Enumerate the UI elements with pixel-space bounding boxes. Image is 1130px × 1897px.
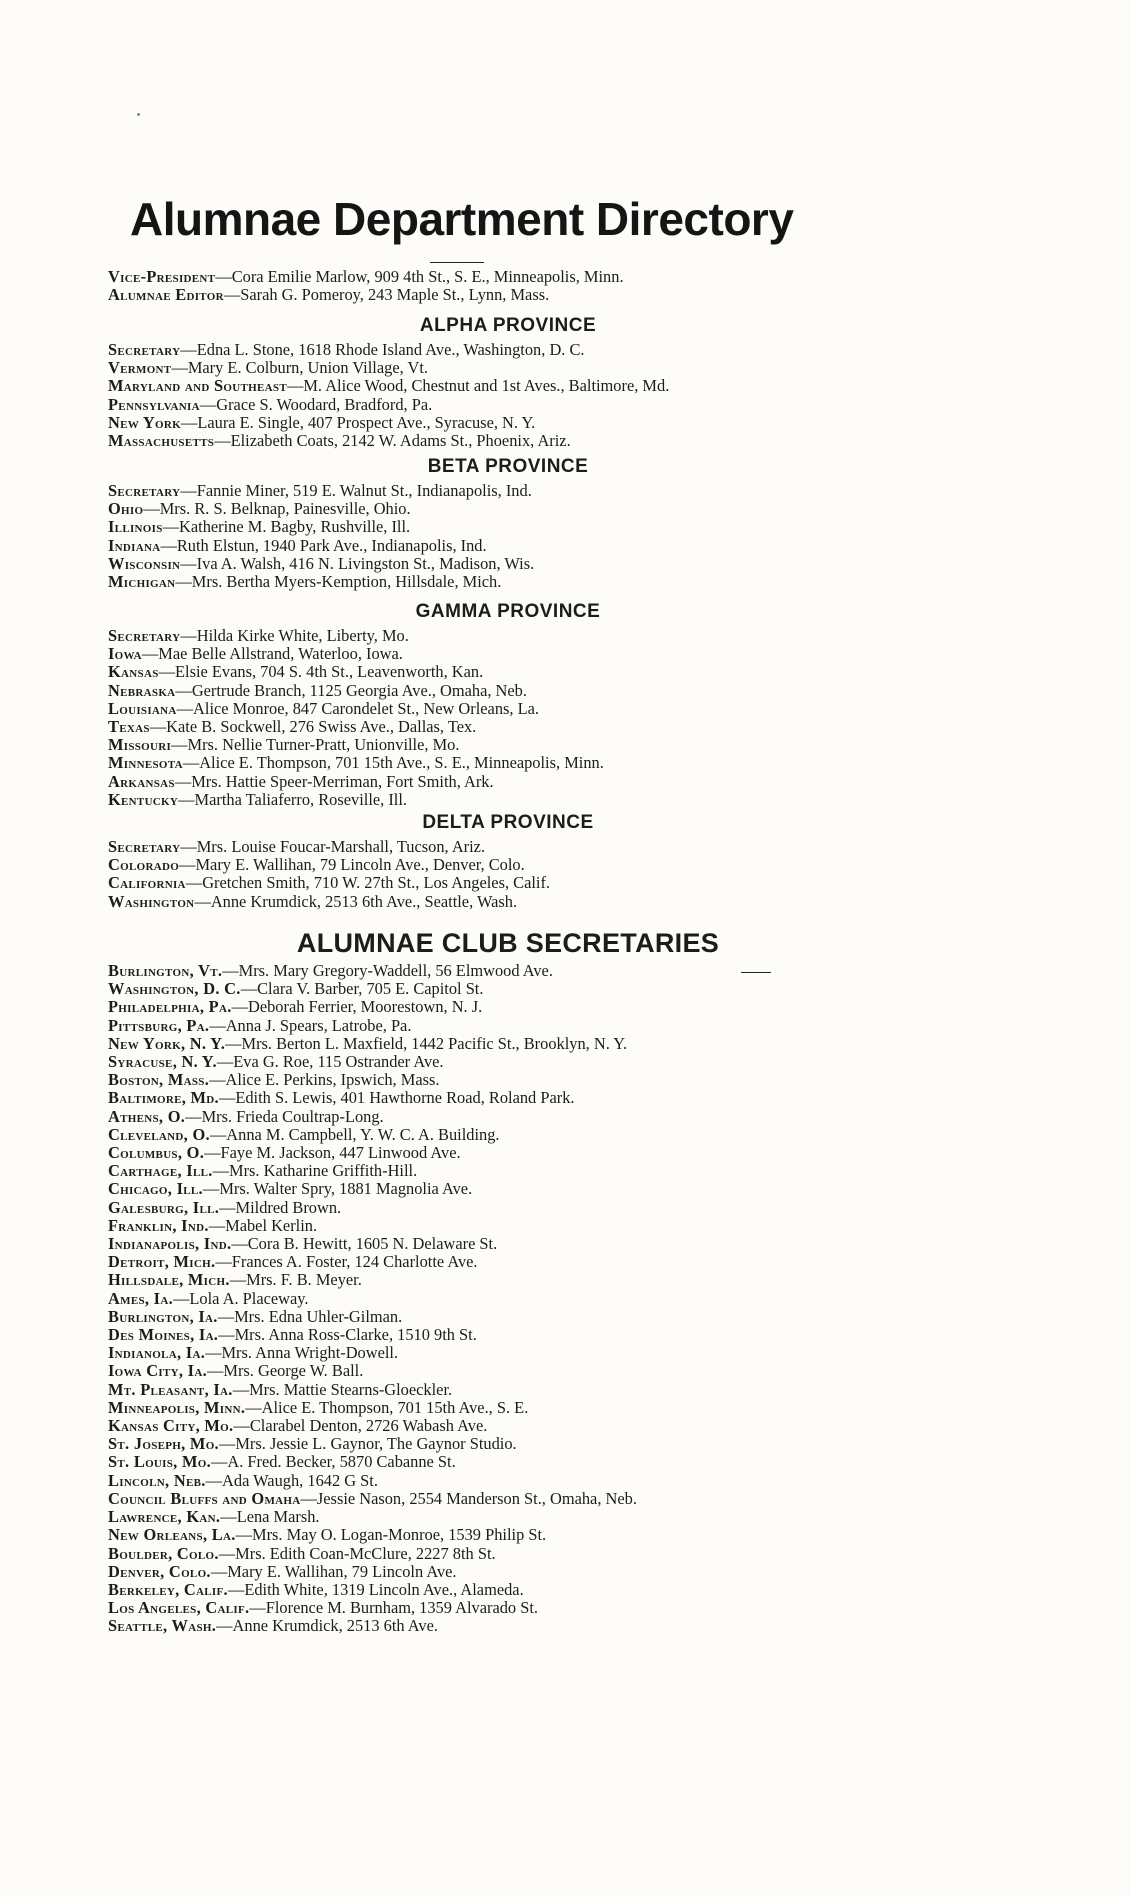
directory-entry [108, 1108, 988, 1126]
entry-label: Burlington, Ia. [108, 1306, 218, 1326]
entry-text: —Mrs. R. S. Belknap, Painesville, Ohio. [143, 499, 411, 519]
entry-text: —Mabel Kerlin. [208, 1215, 318, 1235]
entry-text: —Alice E. Perkins, Ipswich, Mass. [209, 1070, 440, 1090]
beta-province-list [108, 482, 988, 591]
directory-entry [108, 1508, 988, 1526]
entry-label: Mt. Pleasant, Ia. [108, 1379, 233, 1399]
entry-text: —Mrs. Katharine Griffith-Hill. [212, 1161, 418, 1181]
entry-label: Columbus, O. [108, 1143, 205, 1163]
beta-province-heading: BETA PROVINCE [427, 456, 589, 477]
entry-label: Kansas City, Mo. [108, 1416, 234, 1436]
delta-province-heading: DELTA PROVINCE [422, 812, 594, 833]
entry-label: Vermont [108, 358, 172, 378]
entry-label: Minnesota [108, 753, 183, 773]
entry-label: Nebraska [108, 680, 176, 700]
entry-text: —Lena Marsh. [220, 1507, 320, 1527]
entry-label: Washington, D. C. [108, 979, 241, 999]
entry-text: —Clarabel Denton, 2726 Wabash Ave. [233, 1416, 488, 1436]
entry-text: —Mildred Brown. [219, 1197, 342, 1217]
entry-label: Cleveland, O. [108, 1124, 210, 1144]
entry-text: —Anne Krumdick, 2513 6th Ave., Seattle, Wash. [194, 891, 518, 911]
gamma-province-list [108, 627, 988, 809]
directory-entry [108, 555, 988, 573]
entry-label: Michigan [108, 572, 176, 592]
directory-entry [108, 1308, 988, 1326]
entry-label: Indianapolis, Ind. [108, 1234, 232, 1254]
entry-label: Syracuse, N. Y. [108, 1052, 217, 1072]
directory-entry [108, 1581, 988, 1599]
directory-entry [108, 1144, 988, 1162]
directory-entry [108, 1253, 988, 1271]
directory-entry [108, 718, 988, 736]
entry-text: —Alice Monroe, 847 Carondelet St., New Orleans, La. [176, 698, 539, 718]
directory-entry [108, 500, 988, 518]
directory-entry [108, 286, 988, 304]
entry-label: Chicago, Ill. [108, 1179, 203, 1199]
directory-entry [108, 1290, 988, 1308]
entry-text: —Mrs. May O. Logan-Monroe, 1539 Philip St. [235, 1525, 547, 1545]
directory-entry [108, 1472, 988, 1490]
alpha-province-heading: ALPHA PROVINCE [419, 315, 597, 336]
entry-label: Kentucky [108, 789, 179, 809]
directory-entry [108, 1053, 988, 1071]
entry-text: —Eva G. Roe, 115 Ostrander Ave. [216, 1052, 444, 1072]
entry-label: Berkeley, Calif. [108, 1579, 228, 1599]
directory-entry [108, 663, 988, 681]
entry-label: Iowa [108, 644, 142, 664]
speck-mark [137, 113, 140, 116]
entry-text: —Katherine M. Bagby, Rushville, Ill. [162, 517, 411, 537]
entry-text: —A. Fred. Becker, 5870 Cabanne St. [211, 1452, 456, 1472]
entry-label: Lawrence, Kan. [108, 1507, 221, 1527]
entry-label: Alumnae Editor [108, 285, 224, 305]
directory-entry [108, 1453, 988, 1471]
directory-entry [108, 1162, 988, 1180]
entry-label: Lincoln, Neb. [108, 1470, 206, 1490]
entry-label: Seattle, Wash. [108, 1616, 217, 1636]
entry-label: Massachusetts [108, 431, 215, 451]
entry-text: —Mrs. George W. Ball. [206, 1361, 364, 1381]
entry-label: Indianola, Ia. [108, 1343, 206, 1363]
entry-label: Boston, Mass. [108, 1070, 210, 1090]
entry-text: —M. Alice Wood, Chestnut and 1st Aves., Baltimore, Md. [286, 376, 670, 396]
entry-text: —Faye M. Jackson, 447 Linwood Ave. [204, 1143, 461, 1163]
directory-entry [108, 573, 988, 591]
entry-label: Carthage, Ill. [108, 1161, 213, 1181]
entry-text: —Mrs. Nellie Turner-Pratt, Unionville, Mo. [171, 735, 460, 755]
entry-label: Galesburg, Ill. [108, 1197, 220, 1217]
entry-label: Colorado [108, 855, 180, 875]
entry-label: Washington [108, 891, 195, 911]
directory-entry [108, 1545, 988, 1563]
entry-label: Denver, Colo. [108, 1561, 211, 1581]
directory-entry [108, 396, 988, 414]
entry-text: —Mrs. Jessie L. Gaynor, The Gaynor Studio. [218, 1434, 517, 1454]
directory-entry [108, 838, 988, 856]
entry-text: —Jessie Nason, 2554 Manderson St., Omaha, Neb. [300, 1488, 637, 1508]
directory-entry [108, 1563, 988, 1581]
page-title: Alumnae Department Directory [130, 193, 794, 245]
directory-entry [108, 1599, 988, 1617]
entry-text: —Mary E. Colburn, Union Village, Vt. [171, 358, 428, 378]
entry-label: Maryland and Southeast [108, 376, 287, 396]
directory-entry [108, 1180, 988, 1198]
officers-list [108, 268, 988, 304]
gamma-province-heading: GAMMA PROVINCE [415, 601, 601, 622]
entry-label: California [108, 873, 186, 893]
directory-entry [108, 1217, 988, 1235]
entry-label: Pennsylvania [108, 394, 200, 414]
delta-province-list [108, 838, 988, 911]
entry-label: Ohio [108, 499, 144, 519]
entry-label: St. Louis, Mo. [108, 1452, 211, 1472]
directory-entry [108, 998, 988, 1016]
entry-label: Council Bluffs and Omaha [108, 1488, 301, 1508]
directory-entry [108, 682, 988, 700]
entry-text: —Elizabeth Coats, 2142 W. Adams St., Phoenix, Ariz. [214, 431, 571, 451]
entry-text: —Cora Emilie Marlow, 909 4th St., S. E., Minneapolis, Minn. [215, 267, 624, 286]
entry-text: —Ada Waugh, 1642 G St. [205, 1470, 378, 1490]
entry-label: Athens, O. [108, 1106, 186, 1126]
entry-text: —Mae Belle Allstrand, Waterloo, Iowa. [141, 644, 403, 664]
directory-entry [108, 1271, 988, 1289]
directory-entry [108, 518, 988, 536]
directory-entry [108, 856, 988, 874]
entry-text: —Edith White, 1319 Lincoln Ave., Alameda. [227, 1579, 524, 1599]
entry-text: —Anna M. Campbell, Y. W. C. A. Building. [209, 1124, 500, 1144]
entry-label: New York, N. Y. [108, 1033, 226, 1053]
entry-label: Franklin, Ind. [108, 1215, 209, 1235]
title-rule [430, 262, 484, 263]
directory-entry [108, 980, 988, 998]
directory-entry [108, 627, 988, 645]
entry-text: —Mrs. F. B. Meyer. [229, 1270, 362, 1290]
directory-entry [108, 791, 988, 809]
entry-text: —Fannie Miner, 519 E. Walnut St., Indianapolis, Ind. [180, 481, 532, 500]
entry-text: —Anna J. Spears, Latrobe, Pa. [209, 1015, 412, 1035]
entry-label: Philadelphia, Pa. [108, 997, 232, 1017]
entry-text: —Alice E. Thompson, 701 15th Ave., S. E. [245, 1397, 529, 1417]
entry-label: Iowa City, Ia. [108, 1361, 207, 1381]
directory-entry [108, 1326, 988, 1344]
directory-entry [108, 1490, 988, 1508]
directory-entry [108, 1344, 988, 1362]
directory-entry [108, 645, 988, 663]
entry-text: —Alice E. Thompson, 701 15th Ave., S. E., Minneapolis, Minn. [182, 753, 604, 773]
directory-entry [108, 700, 988, 718]
entry-text: —Gertrude Branch, 1125 Georgia Ave., Omaha, Neb. [175, 680, 527, 700]
entry-label: Wisconsin [108, 553, 181, 573]
directory-entry [108, 1035, 988, 1053]
directory-entry [108, 414, 988, 432]
alpha-province-list [108, 341, 988, 450]
entry-label: Los Angeles, Calif. [108, 1598, 250, 1618]
entry-text: —Grace S. Woodard, Bradford, Pa. [199, 394, 433, 414]
directory-entry [108, 341, 988, 359]
entry-label: Illinois [108, 517, 163, 537]
entry-text: —Mrs. Bertha Myers-Kemption, Hillsdale, Mich. [175, 572, 502, 592]
entry-text: —Mary E. Wallihan, 79 Lincoln Ave. [210, 1561, 457, 1581]
entry-label: Vice-President [108, 267, 216, 286]
directory-entry [108, 1362, 988, 1380]
entry-text: —Mrs. Mattie Stearns-Gloeckler. [232, 1379, 453, 1399]
entry-label: Missouri [108, 735, 172, 755]
entry-label: Minneapolis, Minn. [108, 1397, 246, 1417]
entry-text: —Hilda Kirke White, Liberty, Mo. [180, 626, 409, 645]
entry-text: —Mrs. Louise Foucar-Marshall, Tucson, Ariz. [180, 837, 486, 856]
directory-entry [108, 1235, 988, 1253]
directory-entry [108, 1381, 988, 1399]
directory-entry [108, 1417, 988, 1435]
entry-text: —Sarah G. Pomeroy, 243 Maple St., Lynn, Mass. [223, 285, 550, 305]
directory-entry [108, 1017, 988, 1035]
directory-entry [108, 482, 988, 500]
entry-text: —Mary E. Wallihan, 79 Lincoln Ave., Denver, Colo. [179, 855, 525, 875]
entry-label: Pittsburg, Pa. [108, 1015, 210, 1035]
entry-text: —Martha Taliaferro, Roseville, Ill. [178, 789, 408, 809]
entry-label: Texas [108, 717, 150, 737]
directory-entry [108, 1526, 988, 1544]
club-secretaries-heading: ALUMNAE CLUB SECRETARIES [296, 928, 720, 958]
entry-label: Secretary [108, 481, 181, 500]
entry-text: —Mrs. Edith Coan-McClure, 2227 8th St. [218, 1543, 496, 1563]
entry-text: —Ruth Elstun, 1940 Park Ave., Indianapolis, Ind. [160, 535, 487, 555]
directory-entry [108, 1199, 988, 1217]
entry-text: —Mrs. Berton L. Maxfield, 1442 Pacific St., Brooklyn, N. Y. [225, 1033, 628, 1053]
entry-text: —Lola A. Placeway. [173, 1288, 309, 1308]
entry-label: Ames, Ia. [108, 1288, 173, 1308]
directory-entry [108, 962, 988, 980]
directory-entry [108, 1617, 988, 1635]
entry-text: —Edna L. Stone, 1618 Rhode Island Ave., Washington, D. C. [180, 340, 585, 359]
entry-label: Boulder, Colo. [108, 1543, 219, 1563]
directory-entry [108, 754, 988, 772]
entry-text: —Mrs. Walter Spry, 1881 Magnolia Ave. [202, 1179, 473, 1199]
entry-text: —Laura E. Single, 407 Prospect Ave., Syracuse, N. Y. [180, 412, 536, 432]
directory-entry [108, 874, 988, 892]
entry-text: —Deborah Ferrier, Moorestown, N. J. [231, 997, 483, 1017]
entry-label: Indiana [108, 535, 161, 555]
entry-label: Kansas [108, 662, 159, 682]
entry-label: New York [108, 412, 181, 432]
directory-entry [108, 537, 988, 555]
entry-label: Secretary [108, 626, 181, 645]
entry-label: Burlington, Vt. [108, 961, 223, 980]
entry-text: —Mrs. Frieda Coultrap-Long. [185, 1106, 384, 1126]
entry-label: New Orleans, La. [108, 1525, 236, 1545]
directory-entry [108, 377, 988, 395]
directory-entry [108, 432, 988, 450]
entry-label: Des Moines, Ia. [108, 1325, 219, 1345]
entry-text: —Mrs. Edna Uhler-Gilman. [217, 1306, 403, 1326]
entry-text: —Cora B. Hewitt, 1605 N. Delaware St. [231, 1234, 498, 1254]
trailing-dash [741, 972, 771, 973]
entry-text: —Edith S. Lewis, 401 Hawthorne Road, Roland Park. [218, 1088, 575, 1108]
directory-entry [108, 736, 988, 754]
directory-entry [108, 1435, 988, 1453]
directory-entry [108, 893, 988, 911]
directory-entry [108, 268, 988, 286]
directory-entry [108, 1089, 988, 1107]
entry-text: —Clara V. Barber, 705 E. Capitol St. [240, 979, 484, 999]
directory-entry [108, 1399, 988, 1417]
directory-entry [108, 359, 988, 377]
entry-label: Louisiana [108, 698, 177, 718]
directory-entry [108, 1126, 988, 1144]
entry-text: —Mrs. Anna Wright-Dowell. [205, 1343, 399, 1363]
entry-label: Arkansas [108, 771, 175, 791]
entry-label: Secretary [108, 837, 181, 856]
entry-text: —Elsie Evans, 704 S. 4th St., Leavenworth, Kan. [158, 662, 484, 682]
entry-text: —Kate B. Sockwell, 276 Swiss Ave., Dallas, Tex. [149, 717, 477, 737]
directory-entry [108, 773, 988, 791]
entry-label: Detroit, Mich. [108, 1252, 216, 1272]
directory-entry [108, 1071, 988, 1089]
entry-label: Baltimore, Md. [108, 1088, 219, 1108]
entry-text: —Mrs. Hattie Speer-Merriman, Fort Smith, Ark. [174, 771, 494, 791]
entry-label: Hillsdale, Mich. [108, 1270, 230, 1290]
entry-text: —Gretchen Smith, 710 W. 27th St., Los Angeles, Calif. [185, 873, 551, 893]
entry-label: St. Joseph, Mo. [108, 1434, 219, 1454]
entry-text: —Anne Krumdick, 2513 6th Ave. [216, 1616, 438, 1636]
entry-text: —Iva A. Walsh, 416 N. Livingston St., Madison, Wis. [180, 553, 535, 573]
entry-text: —Mrs. Anna Ross-Clarke, 1510 9th St. [218, 1325, 477, 1345]
entry-text: —Mrs. Mary Gregory-Waddell, 56 Elmwood Ave. [222, 961, 553, 980]
entry-text: —Florence M. Burnham, 1359 Alvarado St. [249, 1598, 538, 1618]
entry-label: Secretary [108, 340, 181, 359]
club-secretaries-list [108, 962, 988, 1636]
entry-text: —Frances A. Foster, 124 Charlotte Ave. [215, 1252, 478, 1272]
